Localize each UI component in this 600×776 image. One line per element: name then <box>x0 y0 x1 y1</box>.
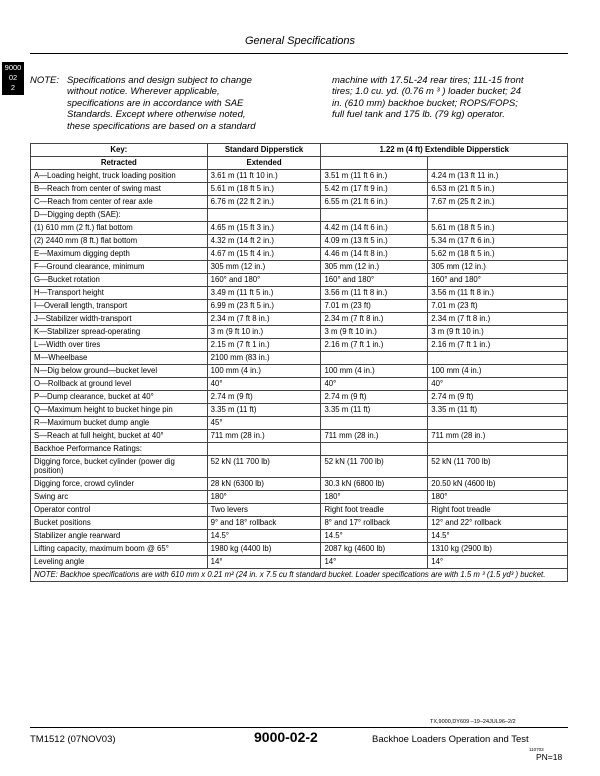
extended-value-cell: 2.16 m (7 ft 1 in.) <box>428 339 568 352</box>
table-row <box>31 170 568 183</box>
retracted-value-cell: 180° <box>321 491 428 504</box>
standard-value-cell: 3 m (9 ft 10 in.) <box>207 326 321 339</box>
table-row <box>31 313 568 326</box>
retracted-value-cell <box>321 352 428 365</box>
retracted-value-cell: 14.5° <box>321 530 428 543</box>
table-row <box>31 504 568 517</box>
retracted-value-cell: Right foot treadle <box>321 504 428 517</box>
retracted-value-cell: 7.01 m (23 ft) <box>321 300 428 313</box>
spec-key-cell: Stabilizer angle rearward <box>31 530 208 543</box>
spec-key-cell: E—Maximum digging depth <box>31 248 208 261</box>
standard-value-cell: 160° and 180° <box>207 274 321 287</box>
extended-value-cell: 6.53 m (21 ft 5 in.) <box>428 183 568 196</box>
extended-value-cell: 180° <box>428 491 568 504</box>
spec-key-cell: Swing arc <box>31 491 208 504</box>
spec-key-cell: R—Maximum bucket dump angle <box>31 417 208 430</box>
standard-value-cell: 9° and 18° rollback <box>207 517 321 530</box>
note-line: machine with 17.5L-24 rear tires; 11L-15 front <box>332 75 524 86</box>
standard-value-cell: 180° <box>207 491 321 504</box>
standard-value-cell: 28 kN (6300 lb) <box>207 478 321 491</box>
spec-key-cell: Lifting capacity, maximum boom @ 65° <box>31 543 208 556</box>
extended-value-cell: 12° and 22° rollback <box>428 517 568 530</box>
standard-value-cell: 305 mm (12 in.) <box>207 261 321 274</box>
extended-value-cell: 14° <box>428 556 568 569</box>
retracted-value-cell: 2087 kg (4600 lb) <box>321 543 428 556</box>
retracted-value-cell: 8° and 17° rollback <box>321 517 428 530</box>
spec-key-cell: P—Dump clearance, bucket at 40° <box>31 391 208 404</box>
table-row <box>31 326 568 339</box>
header-retracted: Retracted <box>31 157 208 170</box>
spec-note-left <box>30 75 295 132</box>
spec-key-cell: A—Loading height, truck loading position <box>31 170 208 183</box>
header-rule <box>30 53 568 54</box>
retracted-value-cell: 14° <box>321 556 428 569</box>
footer-rule <box>30 727 568 728</box>
extended-value-cell <box>428 443 568 456</box>
extended-value-cell: Right foot treadle <box>428 504 568 517</box>
extended-value-cell <box>428 417 568 430</box>
extended-value-cell <box>428 352 568 365</box>
standard-value-cell: 2.74 m (9 ft) <box>207 391 321 404</box>
section-tab <box>2 62 24 95</box>
spec-key-cell: (2) 2440 mm (8 ft.) flat bottom <box>31 235 208 248</box>
spec-key-cell: H—Transport height <box>31 287 208 300</box>
section-tab-line: 2 <box>10 83 16 92</box>
extended-value-cell: 305 mm (12 in.) <box>428 261 568 274</box>
retracted-value-cell: 160° and 180° <box>321 274 428 287</box>
retracted-value-cell: 40° <box>321 378 428 391</box>
footer-date-code: 110703 <box>529 747 544 752</box>
footer-manual-id: TM1512 (07NOV03) <box>30 734 116 745</box>
spec-key-cell: I—Overall length, transport <box>31 300 208 313</box>
retracted-value-cell: 4.42 m (14 ft 6 in.) <box>321 222 428 235</box>
note-line: these specifications are based on a standard <box>67 120 256 132</box>
table-row <box>31 248 568 261</box>
spec-key-cell: Operator control <box>31 504 208 517</box>
extended-value-cell <box>428 209 568 222</box>
specifications-table <box>30 143 568 582</box>
retracted-value-cell: 3.56 m (11 ft 8 in.) <box>321 287 428 300</box>
spec-key-cell: L—Width over tires <box>31 339 208 352</box>
extended-value-cell: 14.5° <box>428 530 568 543</box>
extended-value-cell: 3.35 m (11 ft) <box>428 404 568 417</box>
footer-manual-title: Backhoe Loaders Operation and Test <box>372 734 529 745</box>
spec-key-cell: Bucket positions <box>31 517 208 530</box>
extended-value-cell: 5.34 m (17 ft 6 in.) <box>428 235 568 248</box>
standard-value-cell: 14° <box>207 556 321 569</box>
section-tab-line: 9000 <box>4 63 22 72</box>
page-header-title: General Specifications <box>244 35 356 47</box>
standard-value-cell: 4.32 m (14 ft 2 in.) <box>207 235 321 248</box>
spec-key-cell: Digging force, crowd cylinder <box>31 478 208 491</box>
standard-value-cell: 4.67 m (15 ft 4 in.) <box>207 248 321 261</box>
extended-value-cell: 3 m (9 ft 10 in.) <box>428 326 568 339</box>
extended-value-cell: 7.01 m (23 ft) <box>428 300 568 313</box>
table-row <box>31 478 568 491</box>
table-row <box>31 543 568 556</box>
spec-key-cell: Leveling angle <box>31 556 208 569</box>
note-text: Specifications and design subject to change <box>67 75 252 86</box>
spec-key-cell: N—Dig below ground—bucket level <box>31 365 208 378</box>
extended-value-cell: 711 mm (28 in.) <box>428 430 568 443</box>
note-line: Standards. Except where otherwise noted, <box>67 109 246 121</box>
standard-value-cell: 5.61 m (18 ft 5 in.) <box>207 183 321 196</box>
standard-value-cell: 4.65 m (15 ft 3 in.) <box>207 222 321 235</box>
spec-note-right <box>332 75 572 121</box>
spec-key-cell: S—Reach at full height, bucket at 40° <box>31 430 208 443</box>
note-line: in. (610 mm) backhoe bucket; ROPS/FOPS; <box>332 97 518 109</box>
table-row <box>31 491 568 504</box>
table-row <box>31 339 568 352</box>
standard-value-cell: 100 mm (4 in.) <box>207 365 321 378</box>
standard-value-cell: 711 mm (28 in.) <box>207 430 321 443</box>
extended-value-cell: 3.56 m (11 ft 8 in.) <box>428 287 568 300</box>
table-row <box>31 183 568 196</box>
retracted-value-cell: 2.34 m (7 ft 8 in.) <box>321 313 428 326</box>
standard-value-cell: 45° <box>207 417 321 430</box>
table-row <box>31 430 568 443</box>
retracted-value-cell: 5.42 m (17 ft 9 in.) <box>321 183 428 196</box>
retracted-value-cell: 2.16 m (7 ft 1 in.) <box>321 339 428 352</box>
table-row <box>31 274 568 287</box>
extended-value-cell: 5.62 m (18 ft 5 in.) <box>428 248 568 261</box>
spec-key-cell: B—Reach from center of swing mast <box>31 183 208 196</box>
retracted-value-cell <box>321 417 428 430</box>
note-line <box>30 75 295 86</box>
note-line: full fuel tank and 175 lb. (79 kg) operator. <box>332 109 505 121</box>
standard-value-cell: 6.99 m (23 ft 5 in.) <box>207 300 321 313</box>
table-row <box>31 556 568 569</box>
standard-value-cell: 40° <box>207 378 321 391</box>
spec-key-cell: Backhoe Performance Ratings: <box>31 443 208 456</box>
table-row <box>31 365 568 378</box>
retracted-value-cell: 52 kN (11 700 lb) <box>321 456 428 478</box>
extended-value-cell: 1310 kg (2900 lb) <box>428 543 568 556</box>
table-row <box>31 235 568 248</box>
spec-key-cell: F—Ground clearance, minimum <box>31 261 208 274</box>
spec-key-cell: (1) 610 mm (2 ft.) flat bottom <box>31 222 208 235</box>
extended-value-cell: 20.50 kN (4600 lb) <box>428 478 568 491</box>
header-blank <box>428 157 568 170</box>
extended-value-cell: 52 kN (11 700 lb) <box>428 456 568 478</box>
table-row <box>31 456 568 478</box>
table-row <box>31 222 568 235</box>
table-row <box>31 443 568 456</box>
standard-value-cell: 52 kN (11 700 lb) <box>207 456 321 478</box>
table-row <box>31 300 568 313</box>
table-row <box>31 404 568 417</box>
standard-value-cell <box>207 443 321 456</box>
table-row <box>31 261 568 274</box>
standard-value-cell: 6.76 m (22 ft 2 in.) <box>207 196 321 209</box>
retracted-value-cell: 4.46 m (14 ft 8 in.) <box>321 248 428 261</box>
header-standard-dipperstick: Standard Dipperstick <box>207 144 321 157</box>
retracted-value-cell <box>321 209 428 222</box>
standard-value-cell: 3.49 m (11 ft 5 in.) <box>207 287 321 300</box>
retracted-value-cell: 30.3 kN (6800 lb) <box>321 478 428 491</box>
extended-value-cell: 160° and 180° <box>428 274 568 287</box>
standard-value-cell <box>207 209 321 222</box>
standard-value-cell: 2100 mm (83 in.) <box>207 352 321 365</box>
standard-value-cell: 3.35 m (11 ft) <box>207 404 321 417</box>
footer-pn: PN=18 <box>536 752 563 762</box>
retracted-value-cell: 2.74 m (9 ft) <box>321 391 428 404</box>
spec-key-cell: G—Bucket rotation <box>31 274 208 287</box>
note-line: tires; 1.0 cu. yd. (0.76 m ³ ) loader bucket; 24 <box>332 86 522 98</box>
table-row <box>31 287 568 300</box>
retracted-value-cell: 3 m (9 ft 10 in.) <box>321 326 428 339</box>
retracted-value-cell <box>321 443 428 456</box>
spec-key-cell: K—Stabilizer spread-operating <box>31 326 208 339</box>
retracted-value-cell: 100 mm (4 in.) <box>321 365 428 378</box>
note-label: NOTE: <box>30 75 60 86</box>
note-line: without notice. Wherever applicable, <box>67 86 220 98</box>
standard-value-cell: 3.61 m (11 ft 10 in.) <box>207 170 321 183</box>
spec-table-body <box>31 170 568 569</box>
table-row <box>31 378 568 391</box>
extended-value-cell: 7.67 m (25 ft 2 in.) <box>428 196 568 209</box>
standard-value-cell: Two levers <box>207 504 321 517</box>
table-footnote: NOTE: Backhoe specifications are with 610 mm x 0.21 m² (24 in. x 7.5 cu ft standard bucket. Loader specifications are with 1.5 m ³ (1.5 yd³ ) bucket. <box>31 569 568 582</box>
table-row <box>31 209 568 222</box>
extended-value-cell: 2.74 m (9 ft) <box>428 391 568 404</box>
retracted-value-cell: 6.55 m (21 ft 6 in.) <box>321 196 428 209</box>
extended-value-cell: 2.34 m (7 ft 8 in.) <box>428 313 568 326</box>
standard-value-cell: 2.34 m (7 ft 8 in.) <box>207 313 321 326</box>
spec-key-cell: C—Reach from center of rear axle <box>31 196 208 209</box>
footer-doc-code: TX,9000,DY609 –19–24JUL96–2/2 <box>430 719 516 725</box>
retracted-value-cell: 711 mm (28 in.) <box>321 430 428 443</box>
spec-key-cell: M—Wheelbase <box>31 352 208 365</box>
table-row <box>31 417 568 430</box>
table-row <box>31 517 568 530</box>
table-row <box>31 530 568 543</box>
table-row <box>31 352 568 365</box>
extended-value-cell: 5.61 m (18 ft 5 in.) <box>428 222 568 235</box>
header-extendible-dipperstick: 1.22 m (4 ft) Extendible Dipperstick <box>321 144 568 157</box>
standard-value-cell: 2.15 m (7 ft 1 in.) <box>207 339 321 352</box>
header-key: Key: <box>31 144 208 157</box>
standard-value-cell: 14.5° <box>207 530 321 543</box>
extended-value-cell: 100 mm (4 in.) <box>428 365 568 378</box>
spec-key-cell: Digging force, bucket cylinder (power dig position) <box>31 456 208 478</box>
spec-key-cell: Q—Maximum height to bucket hinge pin <box>31 404 208 417</box>
retracted-value-cell: 3.51 m (11 ft 6 in.) <box>321 170 428 183</box>
table-row <box>31 196 568 209</box>
note-line: specifications are in accordance with SAE <box>67 97 244 109</box>
section-tab-line: 02 <box>8 73 18 82</box>
header-blank <box>321 157 428 170</box>
spec-key-cell: O—Rollback at ground level <box>31 378 208 391</box>
extended-value-cell: 4.24 m (13 ft 11 in.) <box>428 170 568 183</box>
extended-value-cell: 40° <box>428 378 568 391</box>
retracted-value-cell: 4.09 m (13 ft 5 in.) <box>321 235 428 248</box>
standard-value-cell: 1980 kg (4400 lb) <box>207 543 321 556</box>
retracted-value-cell: 305 mm (12 in.) <box>321 261 428 274</box>
retracted-value-cell: 3.35 m (11 ft) <box>321 404 428 417</box>
table-row <box>31 391 568 404</box>
footer-page-number: 9000-02-2 <box>254 729 318 745</box>
header-extended: Extended <box>207 157 321 170</box>
spec-key-cell: J—Stabilizer width-transport <box>31 313 208 326</box>
spec-key-cell: D—Digging depth (SAE): <box>31 209 208 222</box>
